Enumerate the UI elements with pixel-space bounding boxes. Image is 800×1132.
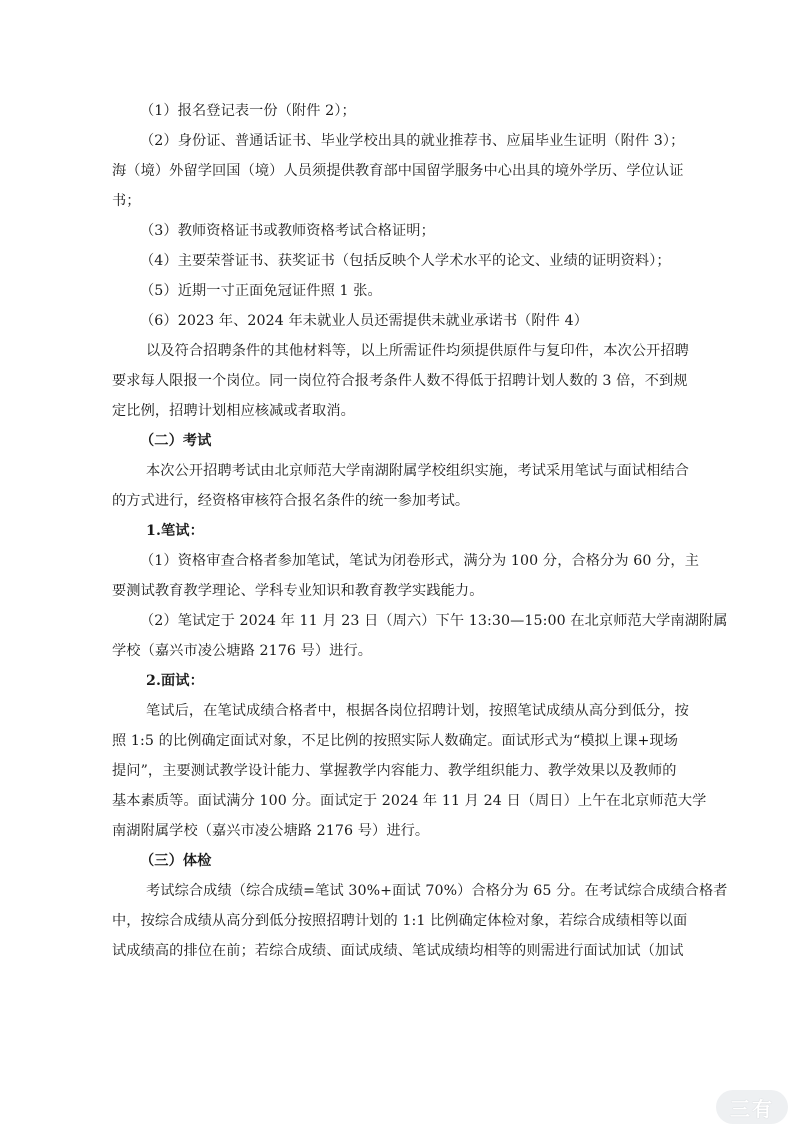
paragraph-line: （6）2023 年、2024 年未就业人员还需提供未就业承诺书（附件 4） [140,313,588,329]
watermark-text: 三有 [730,1096,774,1121]
paragraph-line: 南湖附属学校（嘉兴市凌公塘路 2176 号）进行。 [112,823,430,839]
paragraph-line: 要测试教育教学理论、学科专业知识和教育教学实践能力。 [112,583,484,599]
paragraph-line: 海（境）外留学回国（境）人员须提供教育部中国留学服务中心出具的境外学历、学位认证 [112,163,684,179]
paragraph-line: 提问”，主要测试教学设计能力、掌握教学内容能力、教学组织能力、教学效果以及教师的 [112,763,677,779]
paragraph-line: 的方式进行，经资格审核符合报名条件的统一参加考试。 [112,493,470,509]
section-heading: 1.笔试： [146,523,204,539]
paragraph-line: （1）资格审查合格者参加笔试，笔试为闭卷形式，满分为 100 分，合格分为 60 分，主 [140,553,699,569]
paragraph-line: （2）身份证、普通话证书、毕业学校出具的就业推荐书、应届毕业生证明（附件 3）； [140,133,685,149]
paragraph-line: 书； [112,193,141,209]
paragraph-line: （3）教师资格证书或教师资格考试合格证明； [140,223,435,239]
paragraph-line: （4）主要荣誉证书、获奖证书（包括反映个人学术水平的论文、业绩的证明资料）； [140,253,671,269]
paragraph-line: 要求每人限报一个岗位。同一岗位符合报考条件人数不得低于招聘计划人数的 3 倍，不到规 [112,373,688,389]
paragraph-line: 笔试后，在笔试成绩合格者中，根据各岗位招聘计划，按照笔试成绩从高分到低分，按 [146,703,689,719]
paragraph-line: （1）报名登记表一份（附件 2）； [140,103,356,119]
section-heading: 2.面试： [146,673,204,689]
paragraph-line: （5）近期一寸正面免冠证件照 1 张。 [140,283,382,299]
paragraph-line: 以及符合招聘条件的其他材料等，以上所需证件均须提供原件与复印件，本次公开招聘 [146,343,689,359]
paragraph-line: 本次公开招聘考试由北京师范大学南湖附属学校组织实施，考试采用笔试与面试相结合 [146,463,689,479]
paragraph-line: 定比例，招聘计划相应核减或者取消。 [112,403,355,419]
paragraph-line: 试成绩高的排位在前；若综合成绩、面试成绩、笔试成绩均相等的则需进行面试加试（加试 [112,943,684,959]
section-heading: （二）考试 [140,433,212,449]
paragraph-line: 基本素质等。面试满分 100 分。面试定于 2024 年 11 月 24 日（周日）上午在北京师范大学 [112,793,707,809]
document-body [112,96,728,966]
paragraph-line: 考试综合成绩（综合成绩=笔试 30%+面试 70%）合格分为 65 分。在考试综合成绩合格者 [146,883,728,899]
paragraph-line: 中，按综合成绩从高分到低分按照招聘计划的 1:1 比例确定体检对象，若综合成绩相等以面 [112,913,688,929]
paragraph-line: （2）笔试定于 2024 年 11 月 23 日（周六）下午 13:30—15:00 在北京师范大学南湖附属 [140,613,728,629]
paragraph-line: 照 1:5 的比例确定面试对象，不足比例的按照实际人数确定。面试形式为“模拟上课+现场 [112,733,679,749]
paragraph-line: 学校（嘉兴市凌公塘路 2176 号）进行。 [112,643,373,659]
section-heading: （三）体检 [140,853,212,869]
watermark-logo [716,1090,788,1124]
